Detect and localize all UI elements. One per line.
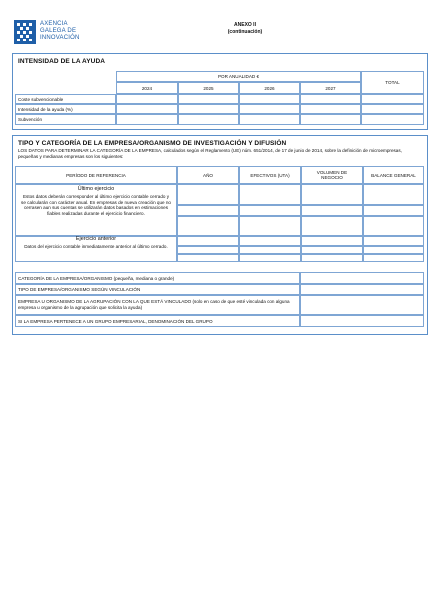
category-label: CATEGORÍA DE LA EMPRESA/ORGANISMO (pequeña, mediana o grande) — [15, 272, 300, 284]
balance-field[interactable] — [363, 216, 424, 236]
annex-subtitle: (continuación) — [227, 29, 263, 35]
volume-field[interactable] — [301, 236, 363, 246]
link-type-field[interactable] — [300, 284, 424, 295]
amount-field[interactable] — [300, 104, 361, 114]
year-header: 2025 — [178, 82, 239, 94]
prev-year-text: Datos del ejercicio contable inmediatamente anterior al último cerrado. — [24, 244, 168, 249]
staff-field[interactable] — [239, 254, 301, 262]
row-label: Coste subvencionable — [15, 94, 116, 104]
amount-field[interactable] — [178, 114, 239, 125]
linked-entity-field[interactable] — [300, 295, 424, 315]
staff-field[interactable] — [239, 246, 301, 254]
year-field[interactable] — [177, 216, 239, 236]
total-field[interactable] — [361, 114, 424, 125]
volume-header: VOLUMEN DE NEGOCIO — [301, 166, 363, 184]
balance-field[interactable] — [363, 205, 424, 216]
amount-field[interactable] — [178, 94, 239, 104]
volume-field[interactable] — [301, 216, 363, 236]
annex-title: ANEXO II — [234, 22, 256, 28]
amount-field[interactable] — [116, 104, 178, 114]
year-field[interactable] — [177, 246, 239, 254]
amount-field[interactable] — [239, 94, 300, 104]
year-header: 2027 — [300, 82, 361, 94]
balance-field[interactable] — [363, 246, 424, 254]
amount-field[interactable] — [239, 114, 300, 125]
staff-field[interactable] — [239, 205, 301, 216]
volume-field[interactable] — [301, 246, 363, 254]
volume-field[interactable] — [301, 254, 363, 262]
category-field[interactable] — [300, 272, 424, 284]
last-year-text: Estos datos deberán corresponder al último ejercicio contable cerrado y se calcularán con carácter anual. En empresas de nueva creación que no cerrasen aun sus cuentas se utilizarán datos basados en estimaciones fiables realizadas durante el ejercicio financiero. — [21, 194, 171, 216]
logo-text: AXENCIA GALEGA DE INNOVACIÓN — [40, 21, 80, 41]
amount-field[interactable] — [300, 94, 361, 104]
year-field[interactable] — [177, 236, 239, 246]
amount-field[interactable] — [116, 114, 178, 125]
volume-field[interactable] — [301, 205, 363, 216]
year-header: 2026 — [239, 82, 300, 94]
section-title: TIPO Y CATEGORÍA DE LA EMPRESA/ORGANISMO DE INVESTIGACIÓN Y DIFUSIÓN — [18, 140, 287, 147]
logo-mark-icon — [14, 20, 36, 44]
row-label: Intensidad de la ayuda (%) — [15, 104, 116, 114]
total-field[interactable] — [361, 94, 424, 104]
volume-field[interactable] — [301, 184, 363, 205]
staff-field[interactable] — [239, 184, 301, 205]
agency-logo — [14, 20, 104, 48]
balance-field[interactable] — [363, 236, 424, 246]
last-year-title: Último ejercicio — [77, 186, 115, 192]
link-type-label: TIPO DE EMPRESA/ORGANISMO SEGÚN VINCULACIÓN — [15, 284, 300, 295]
section-title: INTENSIDAD DE LA AYUDA — [18, 58, 106, 65]
annex-heading — [200, 22, 290, 36]
prev-year-title: Ejercicio anterior — [75, 236, 117, 242]
row-label: Subvención — [15, 114, 116, 125]
staff-field[interactable] — [239, 216, 301, 236]
aid-intensity-section — [12, 53, 428, 130]
balance-field[interactable] — [363, 184, 424, 205]
group-name-label: SI LA EMPRESA PERTENECE A UN GRUPO EMPRESARIAL, DENOMINACIÓN DEL GRUPO — [15, 315, 300, 327]
year-field[interactable] — [177, 184, 239, 205]
total-header: TOTAL — [361, 71, 424, 94]
staff-field[interactable] — [239, 236, 301, 246]
year-field[interactable] — [177, 254, 239, 262]
year-field[interactable] — [177, 205, 239, 216]
amount-field[interactable] — [300, 114, 361, 125]
total-field[interactable] — [361, 104, 424, 114]
balance-header: BALANCE GENERAL — [363, 166, 424, 184]
year-header: AÑO — [177, 166, 239, 184]
amount-field[interactable] — [239, 104, 300, 114]
year-header: 2024 — [116, 82, 178, 94]
annual-header: POR ANUALIDAD € — [116, 71, 361, 82]
period-header: PERÍODO DE REFERENCIA — [15, 166, 177, 184]
company-type-section — [12, 135, 428, 335]
amount-field[interactable] — [178, 104, 239, 114]
balance-field[interactable] — [363, 254, 424, 262]
group-name-field[interactable] — [300, 315, 424, 327]
linked-entity-label: EMPRESA U ORGANISMO DE LA AGRUPACIÓN CON LA QUE ESTÁ VINCULADO (solo en caso de que esté vinculada con alguna empresa u organismo de la agrupación que solicita la ayuda) — [15, 295, 300, 315]
section-intro: LOS DATOS PARA DETERMINAR LA CATEGORÍA DE LA EMPRESA, calculados según el Reglamento (UE) núm. 651/2014, de 17 de junio de 2014, sobre la definición de microempresas, pequeñas y medianas empresas son los siguientes: — [18, 148, 402, 159]
staff-header: EFECTIVOS (UTA) — [239, 166, 301, 184]
amount-field[interactable] — [116, 94, 178, 104]
